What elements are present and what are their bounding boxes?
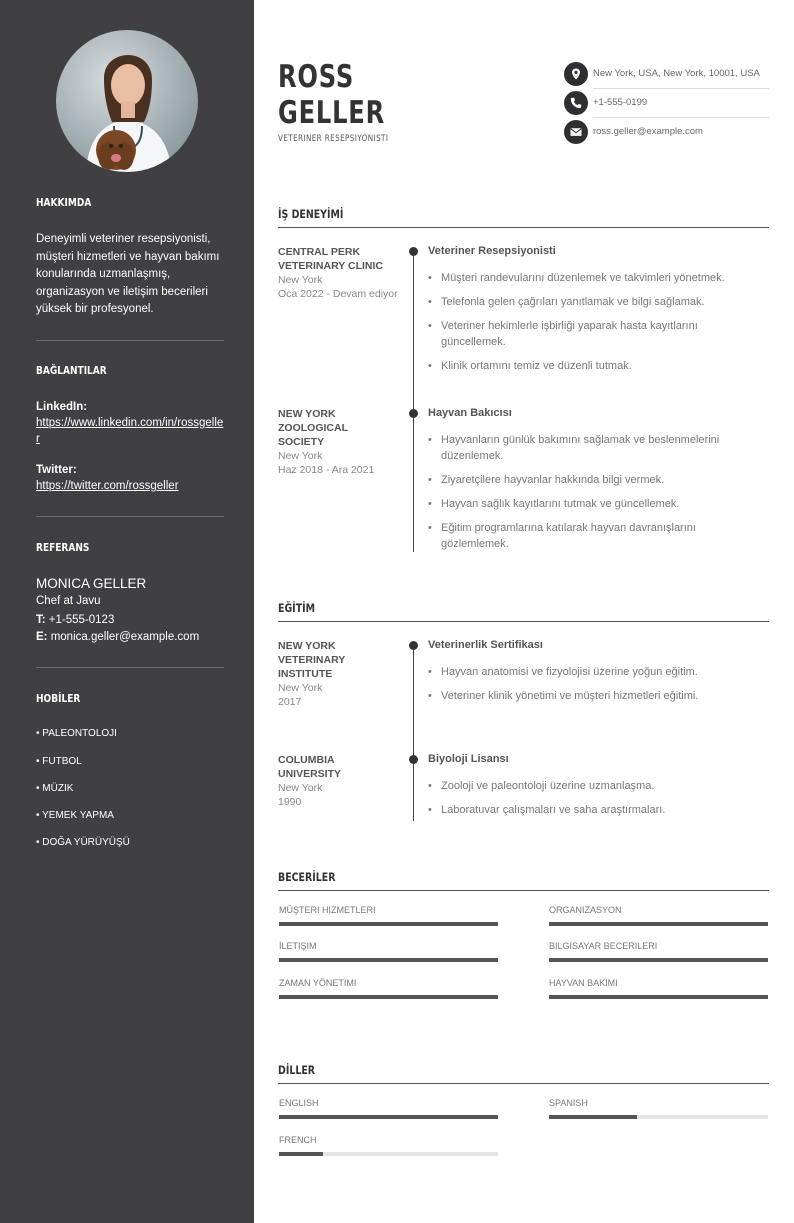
about-heading: HAKKIMDA [36,196,92,209]
skill-item [278,978,498,1000]
skill-item [548,978,768,1000]
section-divider [278,227,769,228]
org-name: COLUMBIA UNIVERSITY [278,754,342,780]
org-location: New York [278,274,323,286]
timeline-dot [409,409,418,418]
reference-heading: REFERANS [36,541,90,554]
skill-bar [279,958,498,962]
timeline-dot [409,247,418,256]
contact-divider [593,117,769,118]
hobby-item: • FUTBOL [36,756,82,767]
experience-heading: İŞ DENEYİMİ [278,207,344,221]
degree-title: Biyoloji Lisansı [428,753,509,765]
org-name: CENTRAL PERK VETERINARY CLINIC [278,246,384,272]
profile-photo [56,30,198,172]
sidebar-divider [36,516,224,517]
reference-phone-value: +1-555-0123 [48,614,115,626]
hobby-item: • PALEONTOLOJI [36,728,117,739]
twitter-link-group [36,464,224,494]
education-org [278,639,398,709]
bullet-item: • Zooloji ve paleontoloji üzerine uzmanlaşma. [428,778,758,794]
section-divider [278,890,769,891]
experience-timeline [413,251,414,552]
bullet-item: • Veteriner hekimlerle işbirliği yaparak hasta kayıtlarını güncellemek. [428,318,758,350]
skill-item [548,941,768,963]
skill-label: BILGISAYAR BECERILERI [549,941,658,951]
reference-phone-label: T: [36,614,46,626]
bullet-item: • Eğitim programlarına katılarak hayvan davranışlarını gözlemlemek. [428,520,758,552]
language-bar [279,1152,498,1156]
language-bar [279,1115,498,1119]
skill-bar [279,995,498,999]
skill-label: İLETIŞIM [279,941,317,951]
org-dates: Oca 2022 - Devam ediyor [278,288,398,300]
section-divider [278,621,769,622]
hobby-item: • MÜZIK [36,783,74,794]
language-bar-fill [549,1115,637,1119]
skill-bar [549,958,768,962]
hobby-item: • YEMEK YAPMA [36,810,114,821]
skill-bar-fill [279,922,498,926]
skill-bar-fill [279,958,498,962]
role-title: Veteriner Resepsiyonisti [428,245,556,257]
sidebar [0,0,254,1223]
language-item [548,1098,768,1120]
org-location: New York [278,782,323,794]
twitter-label: Twitter: [36,464,77,476]
skill-item [548,905,768,927]
language-label: ENGLISH [279,1098,319,1108]
language-item [278,1135,498,1157]
org-dates: 1990 [278,796,302,808]
experience-org [278,407,398,477]
skill-bar [549,995,768,999]
skill-label: ORGANIZASYON [549,905,622,915]
links-heading: BAĞLANTILAR [36,364,107,377]
linkedin-label: LinkedIn: [36,401,88,413]
skill-label: ZAMAN YÖNETIMI [279,978,357,988]
contact-location [564,62,769,86]
education-heading: EĞİTİM [278,601,316,615]
twitter-link[interactable]: https://twitter.com/rossgeller [36,480,179,492]
about-section [36,196,224,209]
education-timeline [413,645,414,821]
contact-phone-text: +1-555-0199 [593,97,648,108]
skill-bar [549,922,768,926]
reference-name: MONICA GELLER [36,576,147,591]
language-bar-fill [279,1115,498,1119]
org-location: New York [278,682,323,694]
contact-location-text: New York, USA, New York, 10001, USA [593,68,760,79]
hobby-item: • DOĞA YÜRÜYÜŞÜ [36,837,130,848]
linkedin-link-group [36,401,224,447]
skill-label: MÜŞTERI HIZMETLERI [279,905,376,915]
language-item [278,1098,498,1120]
last-name: GELLER [278,95,386,131]
email-icon [564,120,588,144]
reference-email-value: monica.geller@example.com [50,631,200,643]
language-label: SPANISH [549,1098,588,1108]
bullet-item: • Hayvanların günlük bakımını sağlamak ve beslenmelerini düzenlemek. [428,432,758,464]
sidebar-divider [36,340,224,341]
phone-icon [564,91,588,115]
bullet-item: • Ziyaretçilere hayvanlar hakkında bilgi vermek. [428,472,758,488]
role-title: Hayvan Bakıcısı [428,407,512,419]
bullet-item: • Laboratuvar çalışmaları ve saha araştırmaları. [428,802,758,818]
job-title: VETERINER RESEPSIYONISTI [278,134,389,144]
timeline-dot [409,755,418,764]
org-dates: 2017 [278,696,302,708]
hobbies-heading: HOBİLER [36,692,81,705]
skill-label: HAYVAN BAKIMI [549,978,618,988]
degree-title: Veterinerlik Sertifikası [428,639,543,651]
org-name: NEW YORK VETERINARY INSTITUTE [278,640,346,680]
reference-details [36,576,224,646]
contact-phone [564,91,769,115]
skill-item [278,941,498,963]
skills-heading: BECERİLER [278,870,336,884]
education-org [278,753,398,809]
first-name: ROSS [278,59,355,95]
contact-email [564,120,769,144]
reference-email-label: E: [36,631,48,643]
language-bar-fill [279,1152,323,1156]
sidebar-divider [36,667,224,668]
bullet-item: • Veteriner klinik yönetimi ve müşteri hizmetleri eğitimi. [428,688,758,704]
reference-role: Chef at Javu [36,595,101,607]
section-divider [278,1083,769,1084]
skill-bar-fill [279,995,498,999]
language-bar [549,1115,768,1119]
bullet-item: • Hayvan anatomisi ve fizyolojisi üzerine yoğun eğitim. [428,664,758,680]
language-label: FRENCH [279,1135,317,1145]
org-location: New York [278,450,323,462]
links-section [36,364,224,377]
reference-phone [36,612,224,629]
skill-bar-fill [549,922,768,926]
reference-section [36,541,224,554]
skill-item [278,905,498,927]
linkedin-link[interactable]: https://www.linkedin.com/in/rossgeller [36,417,224,445]
timeline-dot [409,641,418,650]
org-dates: Haz 2018 - Ara 2021 [278,464,375,476]
skill-bar-fill [549,958,768,962]
languages-heading: DİLLER [278,1063,316,1077]
skill-bar-fill [549,995,768,999]
skill-bar [279,922,498,926]
bullet-item: • Müşteri randevularını düzenlemek ve takvimleri yönetmek. [428,270,758,286]
hobbies-section [36,692,224,705]
about-text: Deneyimli veteriner resepsiyonisti, müşteri hizmetleri ve hayvan bakımı konularında uzmanlaşmış, organizasyon ve iletişim becerileri yüksek bir profesyonel. [36,233,220,315]
experience-org [278,245,398,301]
location-icon [564,62,588,86]
contact-divider [593,88,769,89]
bullet-item: • Klinik ortamını temiz ve düzenli tutmak. [428,358,758,374]
bullet-item: • Hayvan sağlık kayıtlarını tutmak ve güncellemek. [428,496,758,512]
reference-email [36,629,224,646]
contact-email-text: ross.geller@example.com [593,126,703,137]
org-name: NEW YORK ZOOLOGICAL SOCIETY [278,408,348,448]
bullet-item: • Telefonla gelen çağrıları yanıtlamak ve bilgi sağlamak. [428,294,758,310]
